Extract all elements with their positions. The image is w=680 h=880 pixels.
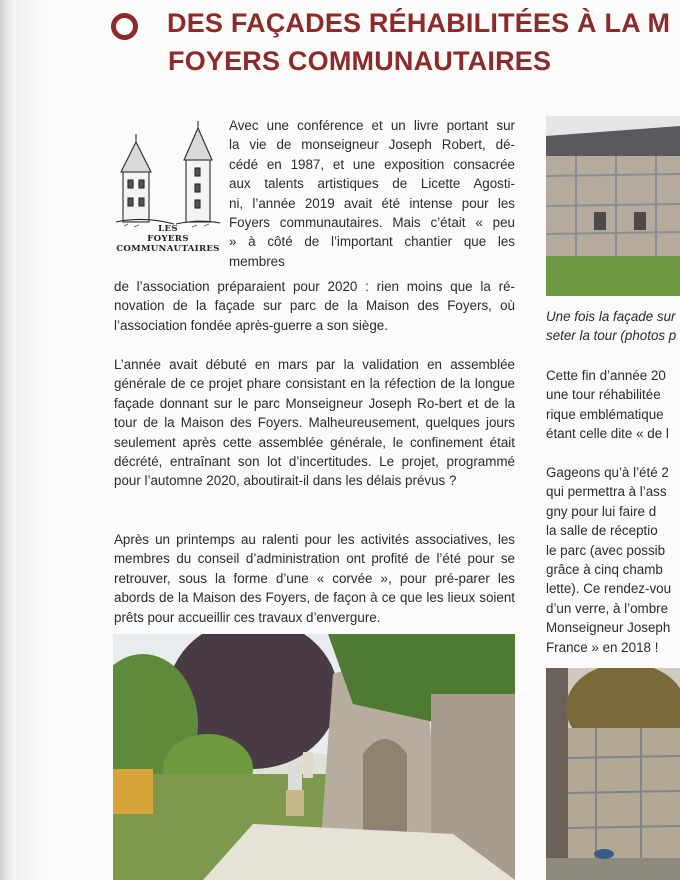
right-text-line: grâce à cinq chamb	[546, 562, 663, 577]
right-text-line: rique emblématique	[546, 406, 664, 422]
right-text-line: le parc (avec possib	[546, 542, 666, 558]
intro-line: membres	[229, 253, 285, 269]
intro-line: cédé en 1987, et une exposition consacrée	[229, 156, 515, 172]
page-title-line-2: FOYERS COMMUNAUTAIRES	[168, 46, 552, 76]
caption-line: seter la tour (photos p	[546, 328, 677, 344]
right-text-line: Gageons qu’à l’été 2	[546, 465, 669, 480]
logo-text-foyers: FOYERS	[147, 234, 189, 244]
intro-line: aux talents artistiques de Licette Agosti-	[229, 176, 515, 192]
page-binding-shadow	[0, 0, 16, 880]
right-text-line: d’un verre, à l’ombre	[546, 600, 669, 616]
intro-line: la vie de monseigneur Joseph Robert, dé-	[229, 137, 515, 153]
page-margin	[16, 0, 46, 880]
page-title-line-1: DES FAÇADES RÉHABILITÉES À LA M	[167, 8, 671, 38]
right-text-line: Cette fin d’année 20	[546, 368, 666, 383]
intro-line: » à côté de l’important chantier que les	[229, 234, 515, 250]
logo-text-les: LES	[158, 224, 178, 234]
right-text-line: France » en 2018 !	[546, 639, 659, 655]
right-text-line: étant celle dite « de l	[546, 426, 669, 442]
paragraph-assembly-confinement: L’année avait débuté en mars par la validation en assemblée générale de ce projet phare consistant en la réfection de la longue façade donnant sur le parc Monseigneur Joseph Ro-bert et de la tour de la Maison des Foyers. Malheureusement, quelques jours seulement après cette assemblée générale, le confinement était décrété, entraînant son lot d’incertitudes. Le projet, programmé pour l’automne 2020, aboutirait-il dans les délais prévus ?	[114, 357, 515, 489]
right-text-line: lette). Ce rendez-vou	[546, 581, 672, 597]
title-bullet-icon	[111, 13, 138, 40]
intro-line: Avec une conférence et un livre portant sur	[229, 118, 515, 133]
right-text-line: une tour réhabilitée	[546, 387, 661, 403]
right-text-line: gny pour lui faire d	[546, 503, 657, 519]
logo-text-communautaires: COMMUNAUTAIRES	[116, 244, 220, 254]
caption-line: Une fois la façade sur	[546, 309, 676, 324]
intro-paragraph-continuation: de l’association préparaient pour 2020 : rien moins que la ré-novation de la façade sur parc de la Maison des Foyers, où l’association fondée après-guerre a son siège.	[114, 279, 515, 333]
photo-tower-scaffolding	[546, 668, 680, 880]
photo-facade-scaffolding	[546, 116, 680, 296]
paragraph-summer-corvee: Après un printemps au ralenti pour les activités associatives, les membres du conseil d’administration ont profité de l’été pour se retrouver, sous la forme d’une « corvée », pour pré-parer les abords de la Maison des Foyers, de façon à ce que les lieux soient prêts pour accueillir ces travaux d’envergure.	[114, 532, 515, 625]
right-text-line: Monseigneur Joseph	[546, 620, 671, 636]
intro-line: Foyers communautaires. Mais c’était « peu	[229, 215, 515, 230]
right-text-line: qui permettra à l’ass	[546, 484, 667, 500]
right-text-line: la salle de réceptio	[546, 523, 658, 539]
intro-line: ni, l’année 2019 avait été intense pour les	[229, 195, 515, 211]
photo-garden-stone-wall	[113, 634, 515, 880]
